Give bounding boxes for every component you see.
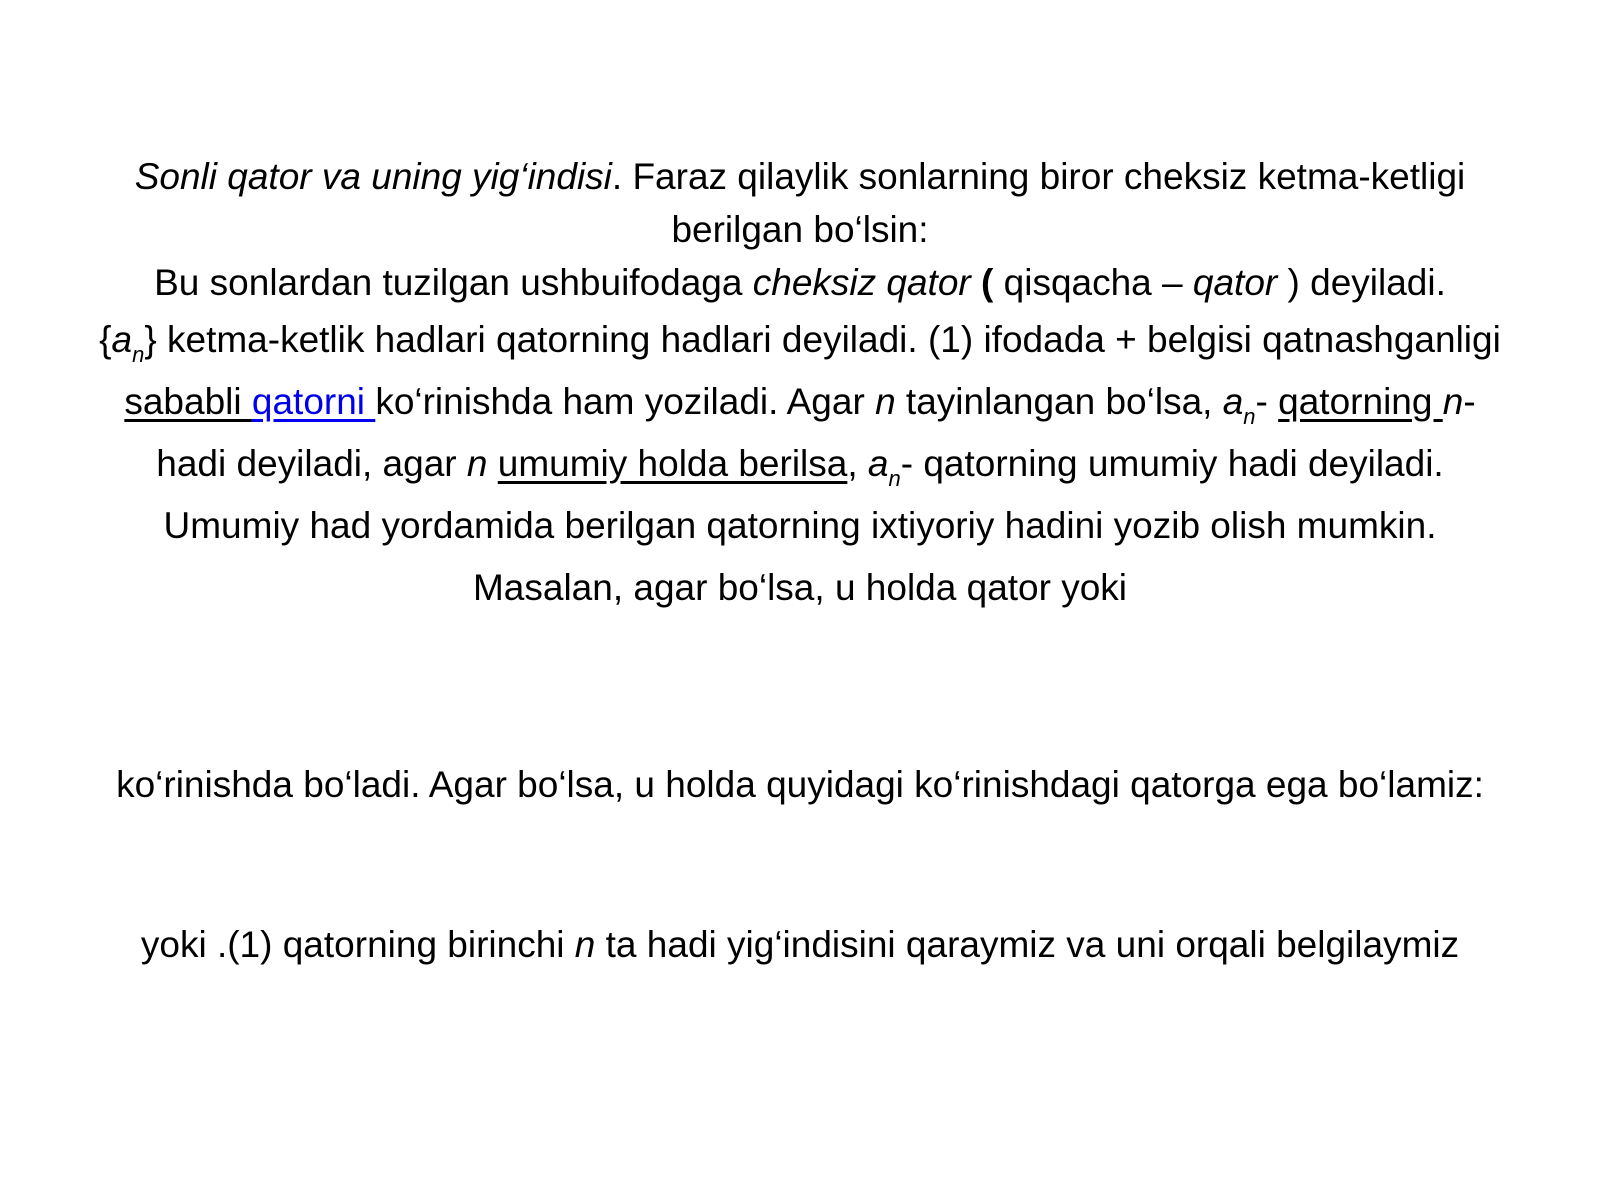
terms-text-5: -hadi deyiladi, agar xyxy=(156,381,1476,484)
terms-text-8: - qatorning umumiy hadi deyiladi. Umumiy had yordamida berilgan qatorning ixtiyoriy hadini yozib olish mumkin. Masalan, agar bo‘lsa, u holda qator yoki xyxy=(163,443,1444,608)
term-cheksiz-qator: cheksiz qator xyxy=(752,262,971,303)
paragraph-terms xyxy=(90,309,1510,619)
definition-text-2: qisqacha – xyxy=(1003,262,1193,303)
paragraph-definition xyxy=(90,256,1510,309)
definition-text: Bu sonlardan tuzilgan ushbuifodaga xyxy=(154,262,753,303)
symbol-a: a xyxy=(1222,381,1244,422)
link-qatorni[interactable]: qatorni xyxy=(251,381,376,422)
paren-open: ( xyxy=(970,262,1004,303)
partial-sum-line xyxy=(90,918,1510,971)
symbol-n: n xyxy=(574,924,596,965)
terms-text-3: tayinlangan bo‘lsa, xyxy=(895,381,1223,422)
terms-text-4: - xyxy=(1255,381,1279,422)
symbol-a: a xyxy=(867,443,889,484)
paragraph-intro xyxy=(90,150,1510,256)
section-title: Sonli qator va uning yig‘indisi xyxy=(134,156,612,197)
underlined-umumiy-holda: umumiy holda berilsa xyxy=(497,443,848,484)
subscript-n: n xyxy=(132,342,145,367)
symbol-n: n xyxy=(875,381,896,422)
paragraph-partial-sum xyxy=(90,918,1510,971)
brace-open: { xyxy=(99,319,112,360)
definition-text-3: ) deyiladi. xyxy=(1277,262,1446,303)
terms-text-7: , xyxy=(847,443,868,484)
terms-text-6 xyxy=(487,443,497,484)
intro-text: . Faraz qilaylik sonlarning biror cheksiz ketma-ketligi berilgan bo‘lsin: xyxy=(611,156,1466,250)
partial-sum-text: yoki .(1) qatorning birinchi xyxy=(140,924,575,965)
partial-sum-text-2: ta hadi yig‘indisini qaraymiz va uni orqali belgilaymiz xyxy=(595,924,1460,965)
symbol-n: n xyxy=(466,443,488,484)
terms-text: ketma-ketlik hadlari qatorning hadlari deyiladi. (1) ifodada + belgisi qatnashganligi xyxy=(156,319,1501,360)
terms-text-2: ko‘rinishda ham yoziladi. Agar xyxy=(375,381,876,422)
main-text-block xyxy=(90,150,1510,619)
korinishda-text: ko‘rinishda bo‘ladi. Agar bo‘lsa, u holda quyidagi ko‘rinishdagi qatorga ega bo‘lamiz: xyxy=(116,764,1484,805)
underlined-qatorning: qatorning xyxy=(1278,381,1443,422)
paragraph-korinishda xyxy=(90,758,1510,811)
brace-close: } xyxy=(144,319,157,360)
subscript-n: n xyxy=(888,466,901,491)
symbol-n: n xyxy=(1442,381,1464,422)
term-qator: qator xyxy=(1192,262,1278,303)
symbol-a: a xyxy=(111,319,133,360)
subscript-n: n xyxy=(1243,404,1256,429)
underlined-sababli: sababli xyxy=(124,381,252,422)
